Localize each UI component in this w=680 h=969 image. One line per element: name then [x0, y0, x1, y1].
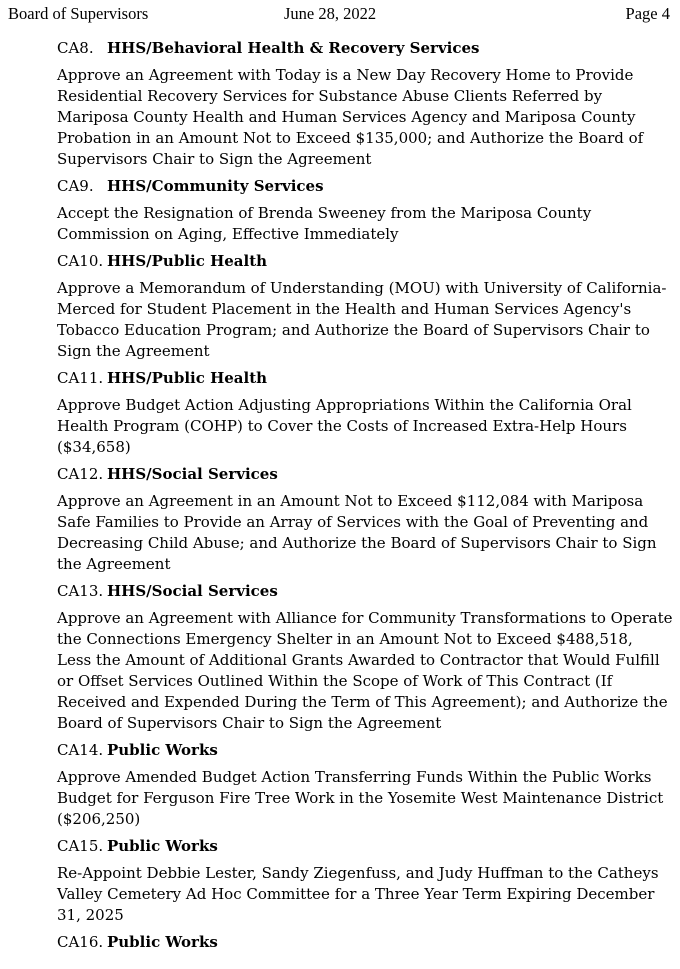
agenda-item-heading	[57, 38, 669, 59]
header-board-name: Board of Supervisors	[8, 4, 149, 23]
agenda-item-description	[57, 65, 669, 170]
description-line: Decreasing Child Abuse; and Authorize the Board of Supervisors Chair to Sign	[57, 534, 657, 552]
agenda-item-number: CA14.	[57, 741, 104, 759]
header-date: June 28, 2022	[284, 4, 377, 23]
agenda-item-heading	[57, 176, 669, 197]
agenda-item-department: HHS/Behavioral Health & Recovery Services	[107, 39, 480, 57]
description-line: Health Program (COHP) to Cover the Costs of Increased Extra-Help Hours	[57, 417, 627, 435]
description-line: Approve a Memorandum of Understanding (MOU) with University of California-	[57, 279, 667, 297]
description-line: or Offset Services Outlined Within the Scope of Work of This Contract (If	[57, 672, 613, 690]
consent-agenda-list	[57, 38, 673, 953]
agenda-item-heading	[57, 836, 669, 857]
description-line: Approve an Agreement with Today is a New Day Recovery Home to Provide	[57, 66, 634, 84]
agenda-item-heading	[57, 464, 669, 485]
agenda-item-heading	[57, 932, 669, 953]
agenda-item-number: CA15.	[57, 837, 104, 855]
description-line: 31, 2025	[57, 906, 124, 924]
description-line: Sign the Agreement	[57, 342, 210, 360]
description-line: Accept the Resignation of Brenda Sweeney from the Mariposa County	[57, 204, 592, 222]
description-line: Approve an Agreement with Alliance for Community Transformations to Operate	[57, 609, 673, 627]
description-line: Re-Appoint Debbie Lester, Sandy Ziegenfuss, and Judy Huffman to the Catheys	[57, 864, 659, 882]
description-line: Commission on Aging, Effective Immediately	[57, 225, 399, 243]
description-line: Approve Amended Budget Action Transferring Funds Within the Public Works	[57, 768, 652, 786]
agenda-item	[57, 932, 669, 953]
description-line: the Agreement	[57, 555, 171, 573]
header-page-number: Page 4	[625, 4, 670, 23]
agenda-item-department: Public Works	[107, 741, 218, 759]
agenda-item	[57, 38, 669, 170]
description-line: Mariposa County Health and Human Services Agency and Mariposa County	[57, 108, 636, 126]
agenda-item-description	[57, 608, 673, 734]
agenda-item-description	[57, 491, 669, 575]
description-line: ($206,250)	[57, 810, 141, 828]
description-line: ($34,658)	[57, 438, 131, 456]
agenda-item-description	[57, 767, 669, 830]
agenda-item-department: HHS/Public Health	[107, 369, 268, 387]
agenda-item-number: CA16.	[57, 933, 104, 951]
agenda-item	[57, 740, 669, 830]
agenda-item-number: CA10.	[57, 252, 104, 270]
agenda-item-number: CA13.	[57, 582, 104, 600]
description-line: Tobacco Education Program; and Authorize the Board of Supervisors Chair to	[57, 321, 650, 339]
agenda-item-description	[57, 395, 669, 458]
agenda-item-number: CA9.	[57, 177, 94, 195]
description-line: Approve an Agreement in an Amount Not to Exceed $112,084 with Mariposa	[57, 492, 644, 510]
agenda-item-number: CA8.	[57, 39, 94, 57]
agenda-item	[57, 176, 669, 245]
agenda-item-department: HHS/Social Services	[107, 582, 278, 600]
agenda-item	[57, 836, 669, 926]
agenda-item	[57, 464, 669, 575]
description-line: Budget for Ferguson Fire Tree Work in the Yosemite West Maintenance District	[57, 789, 664, 807]
description-line: Merced for Student Placement in the Health and Human Services Agency's	[57, 300, 632, 318]
agenda-item-heading	[57, 581, 669, 602]
description-line: the Connections Emergency Shelter in an Amount Not to Exceed $488,518,	[57, 630, 633, 648]
description-line: Board of Supervisors Chair to Sign the Agreement	[57, 714, 442, 732]
description-line: Valley Cemetery Ad Hoc Committee for a Three Year Term Expiring December	[57, 885, 655, 903]
agenda-item-department: Public Works	[107, 933, 218, 951]
agenda-item-description	[57, 203, 669, 245]
description-line: Probation in an Amount Not to Exceed $135,000; and Authorize the Board of	[57, 129, 644, 147]
description-line: Approve Budget Action Adjusting Appropriations Within the California Oral	[57, 396, 632, 414]
agenda-item-number: CA12.	[57, 465, 104, 483]
agenda-item-description	[57, 863, 669, 926]
agenda-item	[57, 581, 673, 734]
page-header	[8, 4, 670, 24]
agenda-item-heading	[57, 251, 669, 272]
agenda-item	[57, 368, 669, 458]
agenda-item-department: HHS/Public Health	[107, 252, 268, 270]
agenda-item-department: Public Works	[107, 837, 218, 855]
agenda-item-description	[57, 278, 669, 362]
description-line: Residential Recovery Services for Substance Abuse Clients Referred by	[57, 87, 603, 105]
agenda-item-department: HHS/Community Services	[107, 177, 324, 195]
description-line: Safe Families to Provide an Array of Services with the Goal of Preventing and	[57, 513, 649, 531]
agenda-item-number: CA11.	[57, 369, 104, 387]
agenda-item-heading	[57, 740, 669, 761]
description-line: Supervisors Chair to Sign the Agreement	[57, 150, 372, 168]
description-line: Less the Amount of Additional Grants Awarded to Contractor that Would Fulfill	[57, 651, 660, 669]
agenda-item	[57, 251, 669, 362]
agenda-item-department: HHS/Social Services	[107, 465, 278, 483]
description-line: Received and Expended During the Term of This Agreement); and Authorize the	[57, 693, 668, 711]
agenda-item-heading	[57, 368, 669, 389]
